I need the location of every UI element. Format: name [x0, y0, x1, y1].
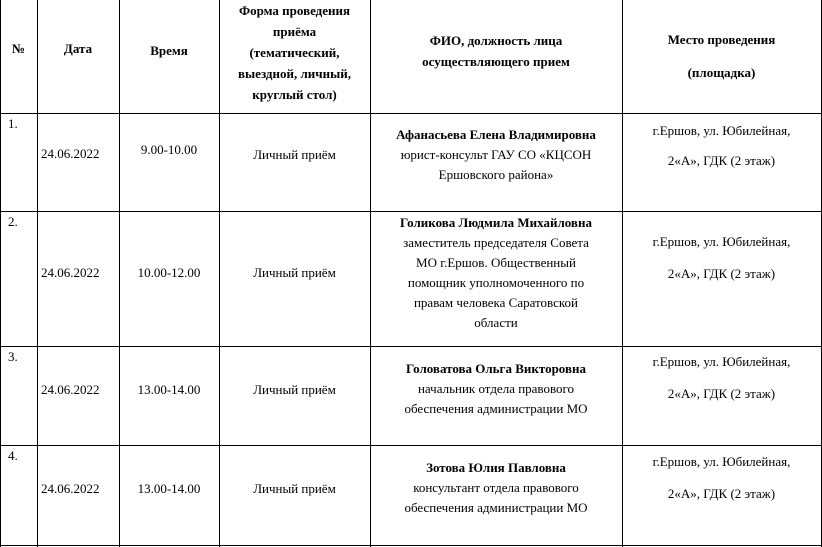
header-form-line: Форма проведения	[238, 3, 351, 18]
row-3-place-line: г.Ершов, ул. Юбилейная,	[652, 354, 791, 369]
header-form-line: приёма	[272, 24, 317, 39]
row-1-date: 24.06.2022	[41, 146, 100, 161]
header-form	[219, 0, 370, 105]
row-2-position-line: области	[474, 315, 518, 330]
header-form-line: (тематический,	[249, 45, 340, 60]
row-3-position-line: начальник отдела правового	[417, 381, 575, 396]
header-date: Дата	[63, 41, 93, 56]
row-2-place	[622, 226, 821, 290]
header-form-line: круглый стол)	[252, 87, 337, 102]
row-4-form: Личный приём	[253, 481, 336, 496]
row-4-place-line: 2«А», ГДК (2 этаж)	[667, 486, 776, 501]
row-3-position-line: обеспечения администрации МО	[404, 401, 588, 416]
row-4-num: 4.	[8, 448, 18, 463]
row-4-time: 13.00-14.00	[137, 481, 201, 496]
row-1-time: 9.00-10.00	[140, 142, 198, 157]
row-3-name: Головатова Ольга Викторовна	[406, 361, 586, 376]
row-3-date: 24.06.2022	[41, 382, 100, 397]
row-2-position-line: заместитель председателя Совета	[403, 235, 589, 250]
header-place-line: Место проведения	[667, 32, 776, 47]
header-fio-line: осуществляющего прием	[422, 54, 570, 69]
row-2-position-line: МО г.Ершов. Общественный	[416, 255, 576, 270]
row-2-person	[370, 213, 622, 333]
row-1-position-line: юрист-консульт ГАУ СО «КЦСОН	[400, 147, 592, 162]
row-3-time: 13.00-14.00	[137, 382, 201, 397]
row-2-name: Голикова Людмила Михайловна	[400, 215, 592, 230]
row-4-place	[622, 446, 821, 510]
row-2-place-line: г.Ершов, ул. Юбилейная,	[652, 234, 791, 249]
header-form-line: выездной, личный,	[238, 66, 351, 81]
row-4-date: 24.06.2022	[41, 481, 100, 496]
row-3-num: 3.	[8, 349, 18, 364]
header-num: №	[11, 41, 26, 56]
row-4-place-line: г.Ершов, ул. Юбилейная,	[652, 454, 791, 469]
row-4-person	[370, 458, 622, 518]
row-1-position-line: Ершовского района»	[438, 167, 554, 182]
row-4-position-line: обеспечения администрации МО	[404, 500, 588, 515]
row-4-position-line: консультант отдела правового	[413, 480, 579, 495]
header-place	[622, 23, 821, 89]
row-1-name: Афанасьева Елена Владимировна	[396, 127, 596, 142]
row-1-place-line: г.Ершов, ул. Юбилейная,	[652, 123, 791, 138]
row-2-time: 10.00-12.00	[137, 265, 201, 280]
row-2-position-line: правам человека Саратовской	[413, 295, 579, 310]
row-3-place	[622, 346, 821, 410]
header-time: Время	[150, 43, 188, 58]
row-3-person	[370, 359, 622, 419]
row-3-form: Личный приём	[253, 382, 336, 397]
row-3-place-line: 2«А», ГДК (2 этаж)	[667, 386, 776, 401]
row-1-num: 1.	[8, 116, 18, 131]
row-2-position-line: помощник уполномоченного по	[407, 275, 585, 290]
row-4-name: Зотова Юлия Павловна	[426, 460, 566, 475]
row-2-date: 24.06.2022	[41, 265, 100, 280]
row-1-person	[370, 125, 622, 185]
row-2-num: 2.	[8, 214, 18, 229]
header-place-line: (площадка)	[687, 65, 756, 80]
row-1-place	[622, 116, 821, 176]
header-fio-line: ФИО, должность лица	[429, 33, 563, 48]
header-fio	[370, 30, 622, 72]
row-2-form: Личный приём	[253, 265, 336, 280]
row-1-place-line: 2«А», ГДК (2 этаж)	[667, 153, 776, 168]
row-2-place-line: 2«А», ГДК (2 этаж)	[667, 266, 776, 281]
row-1-form: Личный приём	[253, 147, 336, 162]
